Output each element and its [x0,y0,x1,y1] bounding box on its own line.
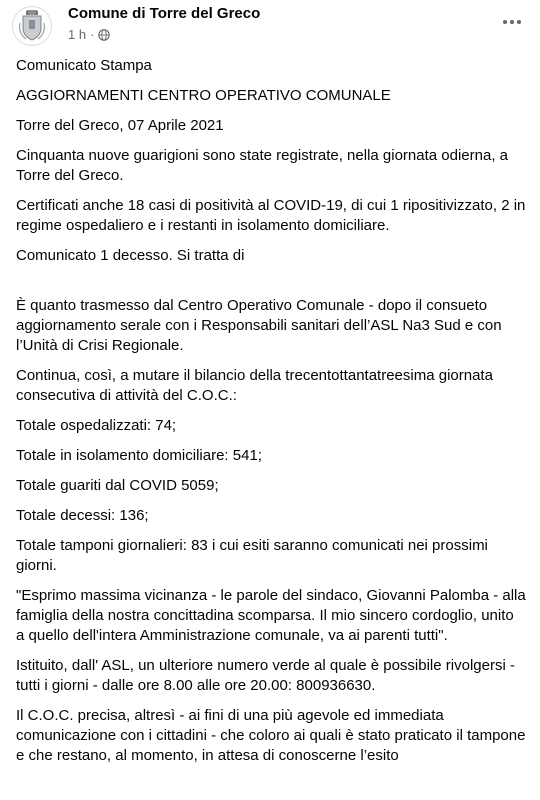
post-paragraph: Cinquanta nuove guarigioni sono state registrate, nella giornata odierna, a Torre del Greco. [16,147,508,184]
more-options-icon[interactable] [498,12,526,32]
post-paragraph: Comunicato 1 decesso. Si tratta di [16,247,245,264]
post-paragraph: "Esprimo massima vicinanza - le parole del sindaco, Giovanni Palomba - alla famiglia della nostra concittadina scomparsa. Il mio sincero cordoglio, unito a quello dell'intera Amministrazione comunale, va ai parenti tutti". [16,587,526,644]
post-header [0,0,540,50]
post-timestamp[interactable]: 1 h [68,27,87,42]
meta-separator: · [90,27,95,42]
page-name[interactable]: Comune di Torre del Greco [68,5,261,22]
page-avatar[interactable] [12,6,52,46]
coat-of-arms-icon [17,9,47,43]
post-paragraph: Totale tamponi giornalieri: 83 i cui esiti saranno comunicati nei prossimi giorni. [16,537,488,574]
post-paragraph: Totale decessi: 136; [16,507,149,524]
post-paragraph: Totale ospedalizzati: 74; [16,417,177,434]
post-paragraph: Certificati anche 18 casi di positività al COVID-19, di cui 1 ripositivizzato, 2 in regime ospedaliero e i restanti in isolamento domiciliare. [16,197,526,234]
post-paragraph: Il C.O.C. precisa, altresì - ai fini di una più agevole ed immediata comunicazione con i cittadini - che coloro ai quali è stato praticato il tampone e che restano, al momento, in attesa di conoscerne l’esito [16,707,526,764]
globe-icon[interactable] [98,29,110,41]
post-paragraph: Continua, così, a mutare il bilancio della trecentottantatreesima giornata consecutiva di attività del C.O.C.: [16,367,493,404]
post-paragraph: Comunicato Stampa [16,57,152,74]
post-paragraph: AGGIORNAMENTI CENTRO OPERATIVO COMUNALE [16,87,391,104]
post-paragraph: Totale guariti dal COVID 5059; [16,477,219,494]
post-paragraph: Istituito, dall' ASL, un ulteriore numero verde al quale è possibile rivolgersi - tutti i giorni - dalle ore 8.00 alle ore 20.00: 800936630. [16,657,515,694]
post-paragraph: Totale in isolamento domiciliare: 541; [16,447,262,464]
post-meta [68,27,110,42]
post-paragraph: Torre del Greco, 07 Aprile 2021 [16,117,224,134]
post-body [16,56,526,776]
post-paragraph: È quanto trasmesso dal Centro Operativo Comunale - dopo il consueto aggiornamento serale con i Responsabili sanitari dell’ASL Na3 Sud e con l’Unità di Crisi Regionale. [16,297,502,354]
